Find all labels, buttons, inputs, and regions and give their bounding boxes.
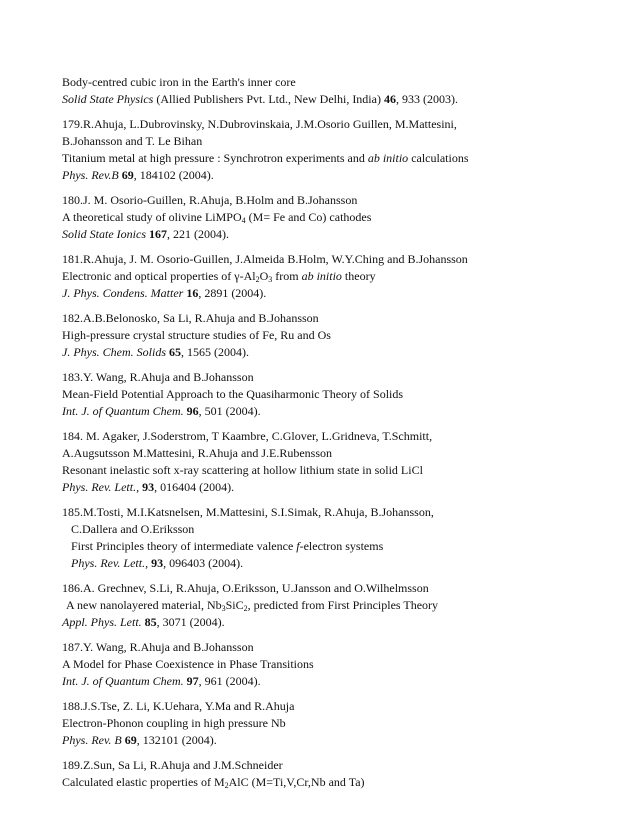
entry-authors: 187.Y. Wang, R.Ahuja and B.Johansson [62,640,254,654]
reference-entry-179 [62,116,602,184]
entry-authors: 179.R.Ahuja, L.Dubrovinsky, N.Dubrovinskaia, J.M.Osorio Guillen, M.Mattesini, [62,117,457,131]
entry-authors-cont: C.Dallera and O.Eriksson [71,522,195,536]
reference-entry-180 [62,192,602,243]
journal-name: Int. J. of Quantum Chem. [62,404,184,418]
title-text-end: (M= Fe and Co) cathodes [245,210,372,224]
title-text: A new nanolayered material, Nb [66,598,222,612]
volume: 93 [151,556,164,570]
pages-year: , 961 (2004). [198,674,261,688]
entry-authors: 185.M.Tosti, M.I.Katsnelsen, M.Mattesini, S.I.Simak, R.Ahuja, B.Johansson, [62,505,434,519]
publisher: (Allied Publishers Pvt. Ltd., New Delhi, India) [153,92,384,106]
reference-entry-178 [62,74,602,108]
pages-year: , 096403 (2004). [163,556,244,570]
volume: 93 [142,480,155,494]
title-italic: ab initio [301,269,342,283]
entry-authors: 181.R.Ahuja, J. M. Osorio-Guillen, J.Almeida B.Holm, W.Y.Ching and B.Johansson [62,252,468,266]
entry-citation [62,285,602,302]
journal-name: J. Phys. Chem. Solids [62,345,166,359]
journal-name: Appl. Phys. Lett. [62,615,142,629]
entry-citation [62,91,602,108]
entry-citation [62,344,602,361]
title-text-2: SiC [225,598,244,612]
volume: 96 [186,404,199,418]
entry-authors: 182.A.B.Belonosko, Sa Li, R.Ahuja and B.Johansson [62,311,319,325]
journal-name: Int. J. of Quantum Chem. [62,674,184,688]
volume: 69 [121,168,134,182]
title-text-end: , predicted from First Principles Theory [247,598,439,612]
reference-entry-182 [62,310,602,361]
entry-title: Electron-Phonon coupling in high pressure Nb [62,716,286,730]
entry-citation [62,673,602,690]
title-text: A theoretical study of olivine LiMPO [62,210,242,224]
journal-name: J. Phys. Condens. Matter [62,286,184,300]
pages-year: , 3071 (2004). [156,615,225,629]
pages-year: , 2891 (2004). [198,286,267,300]
pages-year: , 016404 (2004). [154,480,235,494]
title-text: Calculated elastic properties of M [62,775,225,789]
reference-entry-189 [62,757,602,791]
title-text-end: calculations [408,151,469,165]
title-text: Electronic and optical properties of γ-Al [62,269,256,283]
subscript: 3 [221,604,226,613]
volume: 85 [144,615,157,629]
entry-authors: 180.J. M. Osorio-Guillen, R.Ahuja, B.Holm and B.Johansson [62,193,358,207]
subscript: 2 [224,781,229,790]
reference-entry-184 [62,428,602,496]
volume: 97 [186,674,199,688]
reference-list [62,74,602,799]
journal-name: Phys. Rev. Lett., [71,556,149,570]
entry-title: Resonant inelastic soft x-ray scattering at hollow lithium state in solid LiCl [62,463,423,477]
volume: 46 [383,92,396,106]
pages-year: , 132101 (2004). [136,733,217,747]
entry-title: A Model for Phase Coexistence in Phase Transitions [62,657,314,671]
reference-entry-187 [62,639,602,690]
reference-entry-186 [62,580,602,631]
pages-year: , 933 (2003). [395,92,458,106]
title-text-end: AlC (M=Ti,V,Cr,Nb and Ta) [228,775,365,789]
entry-title [62,268,602,285]
entry-authors: 183.Y. Wang, R.Ahuja and B.Johansson [62,370,254,384]
journal-name: Phys. Rev. Lett., [62,480,140,494]
entry-citation [62,555,602,572]
journal-name: Solid State Ionics [62,227,146,241]
title-text-2: O [259,269,269,283]
reference-entry-188 [62,698,602,749]
journal-name: Solid State Physics [62,92,154,106]
entry-title [62,74,602,91]
entry-citation [62,732,602,749]
entry-title [62,150,602,167]
reference-entry-183 [62,369,602,420]
entry-authors: 184. M. Agaker, J.Soderstrom, T Kaambre, C.Glover, L.Gridneva, T.Schmitt, [62,429,433,443]
subscript-2: 2 [243,604,248,613]
entry-citation [62,403,602,420]
journal-name: Phys. Rev. B [62,733,122,747]
entry-title [62,597,602,614]
entry-citation [62,614,602,631]
entry-authors-cont: A.Augsutsson M.Mattesini, R.Ahuja and J.E.Rubensson [62,446,332,460]
entry-authors-cont: B.Johansson and T. Le Bihan [62,134,203,148]
entry-authors: 188.J.S.Tse, Z. Li, K.Uehara, Y.Ma and R.Ahuja [62,699,295,713]
entry-authors: 189.Z.Sun, Sa Li, R.Ahuja and J.M.Schneider [62,758,283,772]
title-text-3: from [272,269,302,283]
title-italic: f [296,539,300,553]
volume: 16 [186,286,199,300]
reference-entry-185 [62,504,602,572]
journal-name: Phys. Rev.B [62,168,119,182]
pages-year: , 1565 (2004). [181,345,249,359]
reference-entry-181 [62,251,602,302]
title-italic: ab initio [367,151,409,165]
entry-title [62,538,602,555]
pages-year: , 184102 (2004). [133,168,214,182]
entry-authors: 186.A. Grechnev, S.Li, R.Ahuja, O.Eriksson, U.Jansson and O.Wilhelmsson [62,581,429,595]
subscript: 2 [255,275,260,284]
title-text-end: -electron systems [299,539,384,553]
entry-citation [62,167,602,184]
title-text-end: theory [341,269,376,283]
entry-title [62,209,602,226]
subscript: 4 [241,216,246,225]
title-text: Titanium metal at high pressure : Synchrotron experiments and [62,151,368,165]
pages-year: , 501 (2004). [198,404,261,418]
entry-title [62,774,602,791]
title-text: First Principles theory of intermediate valence [71,539,297,553]
volume: 69 [124,733,137,747]
pages-year: , 221 (2004). [167,227,229,241]
entry-citation [62,479,602,496]
title-text: Body-centred cubic iron in the Earth's inner core [62,75,296,89]
subscript-2: 3 [268,275,273,284]
entry-title: High-pressure crystal structure studies of Fe, Ru and Os [62,328,331,342]
entry-title: Mean-Field Potential Approach to the Quasiharmonic Theory of Solids [62,387,404,401]
volume: 167 [149,227,167,241]
volume: 65 [169,345,181,359]
entry-citation [62,226,602,243]
